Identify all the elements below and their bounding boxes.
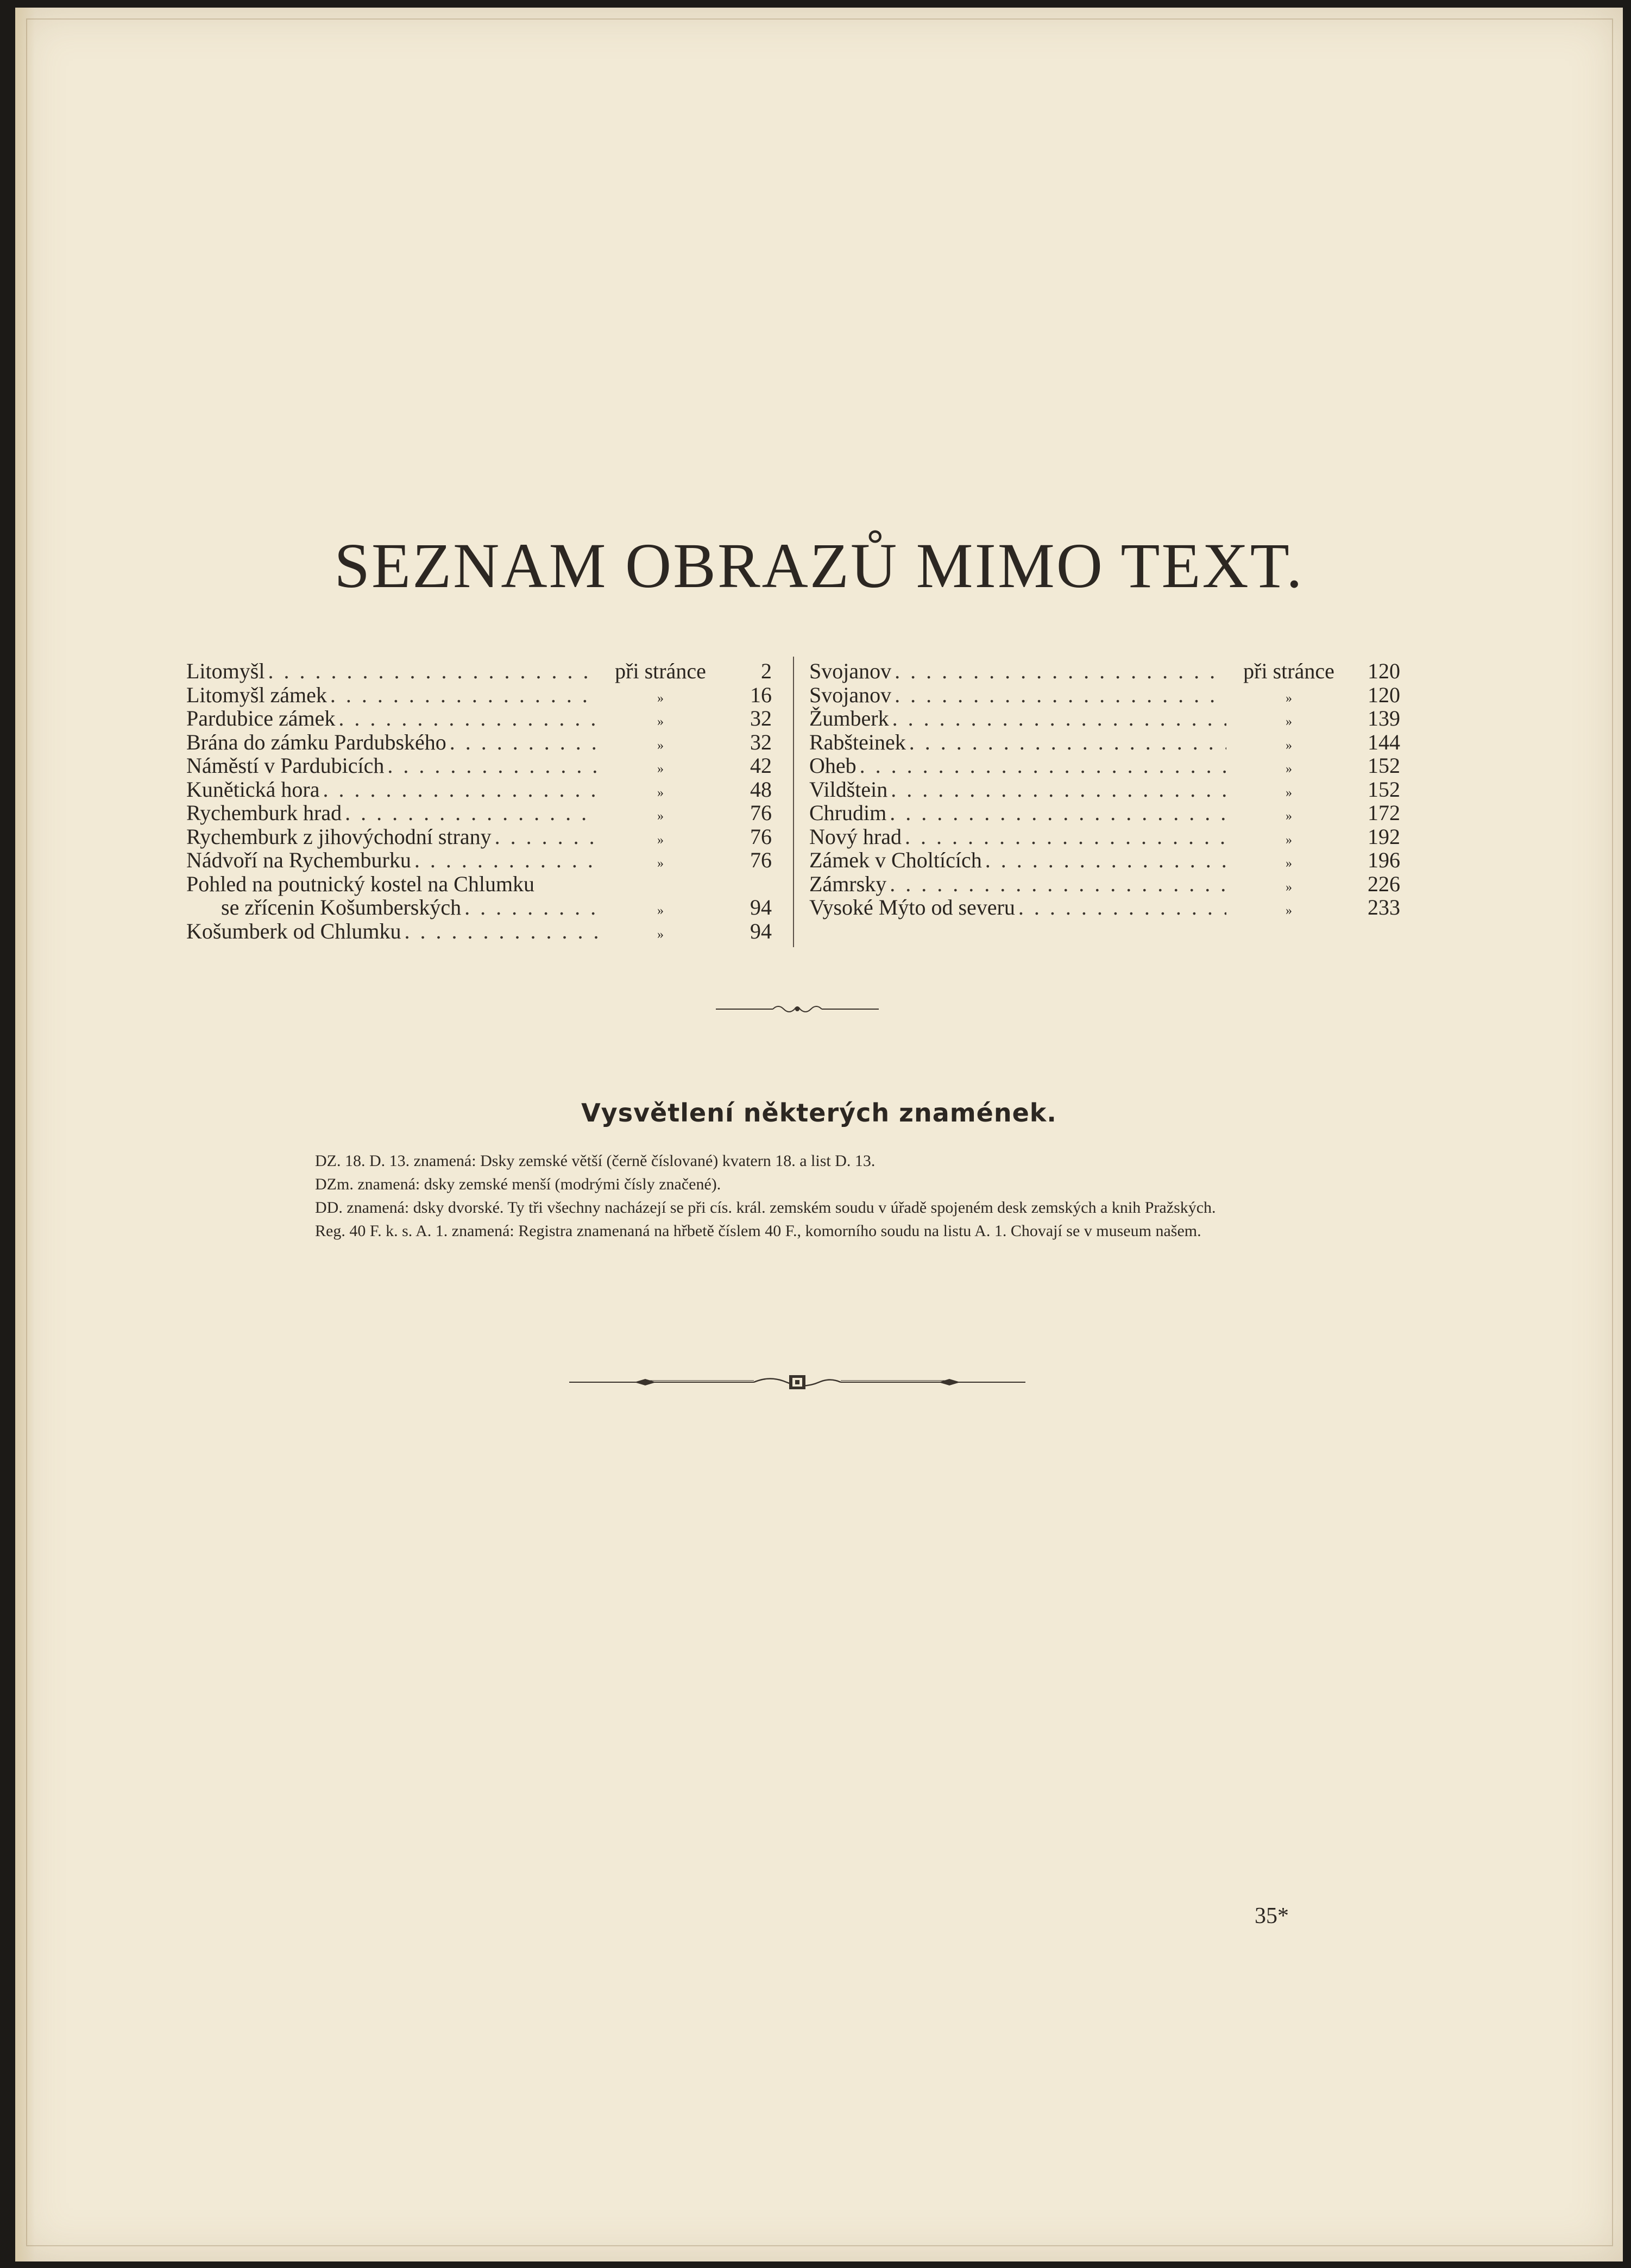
book-page	[15, 8, 1623, 2261]
toc-entry	[186, 825, 772, 849]
toc-entry-ref: při stránce	[615, 659, 706, 683]
toc-entry-ref: »	[657, 691, 664, 705]
note-paragraph: Reg. 40 F. k. s. A. 1. znamená: Registra znamenaná na hřbetě číslem 40 F., komorního soudu na listu A. 1. Chovají se v museum našem.	[315, 1222, 1201, 1240]
toc-entry-label: Rabšteinek	[809, 729, 906, 754]
toc-entry-ref: »	[1286, 738, 1292, 753]
dot-leader	[335, 707, 598, 730]
toc-entry-page: 76	[750, 824, 772, 849]
toc-entry-label: Vysoké Mýto od severu	[809, 895, 1015, 919]
toc-entry-label: Vildštein	[809, 777, 888, 802]
toc-entry-ref: při stránce	[1243, 659, 1334, 683]
toc-entry-page: 192	[1368, 824, 1400, 849]
column-divider	[793, 657, 794, 947]
toc-entry-ref: »	[1286, 880, 1292, 894]
toc-entry-page: 139	[1368, 706, 1400, 730]
toc-entry	[186, 683, 772, 707]
toc-entry-label: Nádvoří na Rychemburku	[186, 848, 411, 872]
toc-entry-label: Litomyšl zámek	[186, 682, 327, 707]
dot-leader	[401, 919, 598, 943]
dot-leader	[319, 778, 598, 802]
toc-entry-page: 196	[1368, 848, 1400, 872]
notes-block	[203, 1149, 1395, 1243]
toc-entry-ref: »	[1286, 904, 1292, 918]
toc-entry-ref: »	[1286, 691, 1292, 705]
toc-entry-label: Brána do zámku Pardubského	[186, 729, 446, 754]
dot-leader	[889, 707, 1226, 730]
toc-entry-label: Zámrsky	[809, 871, 887, 896]
toc-entry-label: Pardubice zámek	[186, 706, 336, 730]
toc-entry-ref: »	[1286, 856, 1292, 871]
toc-entry-page: 172	[1368, 801, 1400, 825]
toc-entry-page: 94	[750, 895, 772, 919]
toc-entry	[186, 707, 772, 730]
toc-entry-ref: »	[657, 785, 664, 800]
toc-entry-ref: »	[657, 833, 664, 847]
dot-leader	[384, 754, 598, 778]
toc-entry-label: Svojanov	[809, 659, 892, 683]
toc-entry-page: 144	[1368, 729, 1400, 754]
dot-leader	[446, 730, 598, 754]
toc-entry-ref: »	[1286, 833, 1292, 847]
toc-entry-page: 76	[750, 848, 772, 872]
dot-leader	[906, 730, 1226, 754]
toc-entry-ref: »	[657, 715, 664, 729]
dot-leader	[342, 801, 598, 825]
toc-entry-label: Kunětická hora	[186, 777, 320, 802]
toc-entry-page: 42	[750, 753, 772, 778]
toc-entry	[186, 754, 772, 778]
toc-entry	[809, 801, 1400, 825]
toc-entry	[809, 825, 1400, 849]
toc-entry-ref: »	[1286, 785, 1292, 800]
toc-entry-ref: »	[657, 738, 664, 753]
toc-entry-ref: »	[1286, 762, 1292, 776]
toc-entry-page: 16	[750, 682, 772, 707]
toc-entry	[809, 778, 1400, 802]
toc-entry-ref: »	[657, 809, 664, 823]
toc-entry	[186, 659, 772, 683]
toc-entry-page: 233	[1368, 895, 1400, 919]
ornament-divider-large	[569, 1373, 1025, 1391]
toc-entry-page: 152	[1368, 753, 1400, 778]
toc-entry	[809, 896, 1400, 919]
toc-entry-ref: »	[657, 904, 664, 918]
dot-leader	[857, 754, 1226, 778]
toc-entry-page: 152	[1368, 777, 1400, 802]
toc-entry-page: 120	[1368, 682, 1400, 707]
toc-entry	[186, 801, 772, 825]
toc-entry-label: Žumberk	[809, 706, 889, 730]
toc-entry	[809, 872, 1400, 896]
toc-entry-label: se zřícenin Košumberských	[221, 895, 462, 919]
toc-entry-page: 120	[1368, 659, 1400, 683]
toc-entry	[809, 848, 1400, 872]
toc-entry-label: Pohled na poutnický kostel na Chlumku	[186, 871, 535, 896]
toc-entry-page: 76	[750, 801, 772, 825]
toc-entry-label: Nový hrad	[809, 824, 902, 849]
dot-leader	[461, 896, 598, 919]
toc-entry	[809, 707, 1400, 730]
note-paragraph: DZ. 18. D. 13. znamená: Dsky zemské větší (černě číslované) kvatern 18. a list D. 13.	[315, 1152, 876, 1170]
dot-leader	[1015, 896, 1226, 919]
toc-entry	[809, 659, 1400, 683]
toc-entry-page: 32	[750, 729, 772, 754]
note-paragraph: DZm. znamená: dsky zemské menší (modrými čísly značené).	[315, 1175, 721, 1193]
dot-leader	[891, 659, 1226, 683]
toc-entry	[186, 896, 772, 919]
toc-entry-page: 2	[761, 659, 772, 683]
toc-entry-ref: »	[1286, 809, 1292, 823]
dot-leader	[886, 872, 1226, 896]
toc-entry-page: 226	[1368, 871, 1400, 896]
toc-entry-ref: »	[657, 762, 664, 776]
toc-entry	[186, 778, 772, 802]
toc-entry	[809, 730, 1400, 754]
toc-entry	[186, 919, 772, 943]
toc-entry-page: 32	[750, 706, 772, 730]
toc-entry-page: 48	[750, 777, 772, 802]
toc-entry	[186, 730, 772, 754]
toc-entry	[809, 754, 1400, 778]
ornament-divider-small	[716, 1003, 879, 1016]
toc-entry-ref: »	[1286, 715, 1292, 729]
toc-entry-ref: »	[657, 856, 664, 871]
dot-leader	[265, 659, 598, 683]
toc-entry-label: Zámek v Choltících	[809, 848, 982, 872]
section-heading: Vysvětlení některých znamének.	[581, 1098, 1057, 1127]
dot-leader	[887, 778, 1226, 802]
toc-right-column	[809, 659, 1400, 919]
dot-leader	[891, 683, 1226, 707]
page-number: 35*	[1255, 1904, 1289, 1929]
toc-entry-page: 94	[750, 918, 772, 943]
dot-leader	[327, 683, 598, 707]
toc-entry	[186, 848, 772, 872]
toc-entry-label: Náměstí v Pardubicích	[186, 753, 385, 778]
dot-leader	[411, 848, 598, 872]
toc-entry-label: Litomyšl	[186, 659, 265, 683]
page-title: SEZNAM OBRAZŮ MIMO TEXT.	[334, 530, 1304, 601]
toc-entry-label: Rychemburk z jihovýchodní strany	[186, 824, 492, 849]
toc-entry-label: Košumberk od Chlumku	[186, 918, 401, 943]
note-paragraph: DD. znamená: dsky dvorské. Ty tři všechny nacházejí se při cís. král. zemském soudu v úřadě spojeném desk zemských a knih Pražských.	[315, 1199, 1216, 1217]
dot-leader	[902, 825, 1226, 849]
page-frame	[26, 18, 1613, 2246]
toc-entry-label: Svojanov	[809, 682, 892, 707]
toc-entry-label: Chrudim	[809, 801, 887, 825]
toc-entry	[809, 683, 1400, 707]
toc-entry-label: Oheb	[809, 753, 857, 778]
toc-entry-ref: »	[657, 927, 664, 942]
dot-leader	[982, 848, 1226, 872]
dot-leader	[492, 825, 598, 849]
dot-leader	[886, 801, 1226, 825]
toc-left-column	[186, 659, 772, 943]
toc-entry-label: Rychemburk hrad	[186, 801, 342, 825]
